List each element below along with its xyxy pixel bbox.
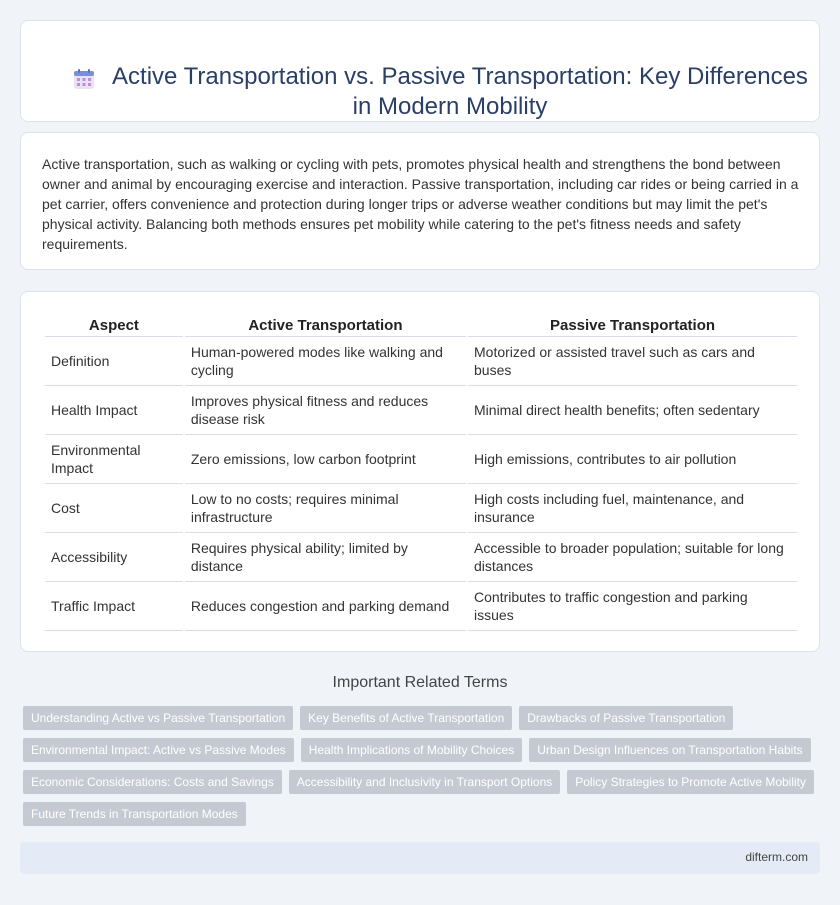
table-cell: Health Impact [45,386,183,435]
table-row [45,435,797,484]
related-term-link[interactable]: Key Benefits of Active Transportation [300,706,512,730]
table-cell: Accessibility [45,533,183,582]
table-cell: High emissions, contributes to air pollution [468,435,797,484]
table-cell: Motorized or assisted travel such as cars and buses [468,337,797,386]
description-card [20,132,820,270]
table-cell: Reduces congestion and parking demand [185,582,466,631]
related-term-link[interactable]: Policy Strategies to Promote Active Mobility [567,770,814,794]
table-row [45,337,797,386]
related-terms-list [23,706,823,826]
table-row [45,582,797,631]
page-title-line1: Active Transportation vs. Passive Transportation: Key Differences [112,63,808,90]
related-term-link[interactable]: Urban Design Influences on Transportation Habits [529,738,810,762]
description-text: Active transportation, such as walking or cycling with pets, promotes physical health and strengthens the bond between owner and animal by encouraging exercise and interaction. Passive transportation, including car rides or being carried in a pet carrier, offers convenience and protection during longer trips or adverse weather conditions but may limit the pet's physical activity. Balancing both methods ensures pet mobility while catering to the pet's fitness needs and safety requirements. [42,156,799,252]
related-terms-heading: Important Related Terms [332,674,508,691]
table-cell: Improves physical fitness and reduces disease risk [185,386,466,435]
header-active: Active Transportation [185,316,466,337]
page-title-line2: in Modern Mobility [352,93,548,120]
header-passive: Passive Transportation [468,316,797,337]
table-cell: Accessible to broader population; suitable for long distances [468,533,797,582]
table-header-row [45,316,797,337]
table-row [45,386,797,435]
table-cell: Minimal direct health benefits; often sedentary [468,386,797,435]
table-cell: Requires physical ability; limited by distance [185,533,466,582]
table-cell: Cost [45,484,183,533]
related-term-link[interactable]: Accessibility and Inclusivity in Transport Options [289,770,560,794]
related-term-link[interactable]: Drawbacks of Passive Transportation [519,706,733,730]
related-term-link[interactable]: Economic Considerations: Costs and Savings [23,770,282,794]
related-term-link[interactable]: Future Trends in Transportation Modes [23,802,246,826]
header-aspect: Aspect [45,316,183,337]
table-cell: Definition [45,337,183,386]
table-cell: Zero emissions, low carbon footprint [185,435,466,484]
footer-site-link[interactable]: difterm.com [745,850,808,864]
table-row [45,484,797,533]
related-term-link[interactable]: Understanding Active vs Passive Transportation [23,706,293,730]
table-cell: High costs including fuel, maintenance, and insurance [468,484,797,533]
title-card [20,20,820,122]
table-cell: Low to no costs; requires minimal infrastructure [185,484,466,533]
related-term-link[interactable]: Environmental Impact: Active vs Passive Modes [23,738,294,762]
table-cell: Traffic Impact [45,582,183,631]
table-cell: Contributes to traffic congestion and parking issues [468,582,797,631]
related-term-link[interactable]: Health Implications of Mobility Choices [301,738,522,762]
footer [20,842,820,874]
comparison-card [20,291,820,652]
comparison-table [43,316,799,631]
page-title [91,62,809,122]
table-cell: Human-powered modes like walking and cycling [185,337,466,386]
table-cell: Environmental Impact [45,435,183,484]
table-row [45,533,797,582]
